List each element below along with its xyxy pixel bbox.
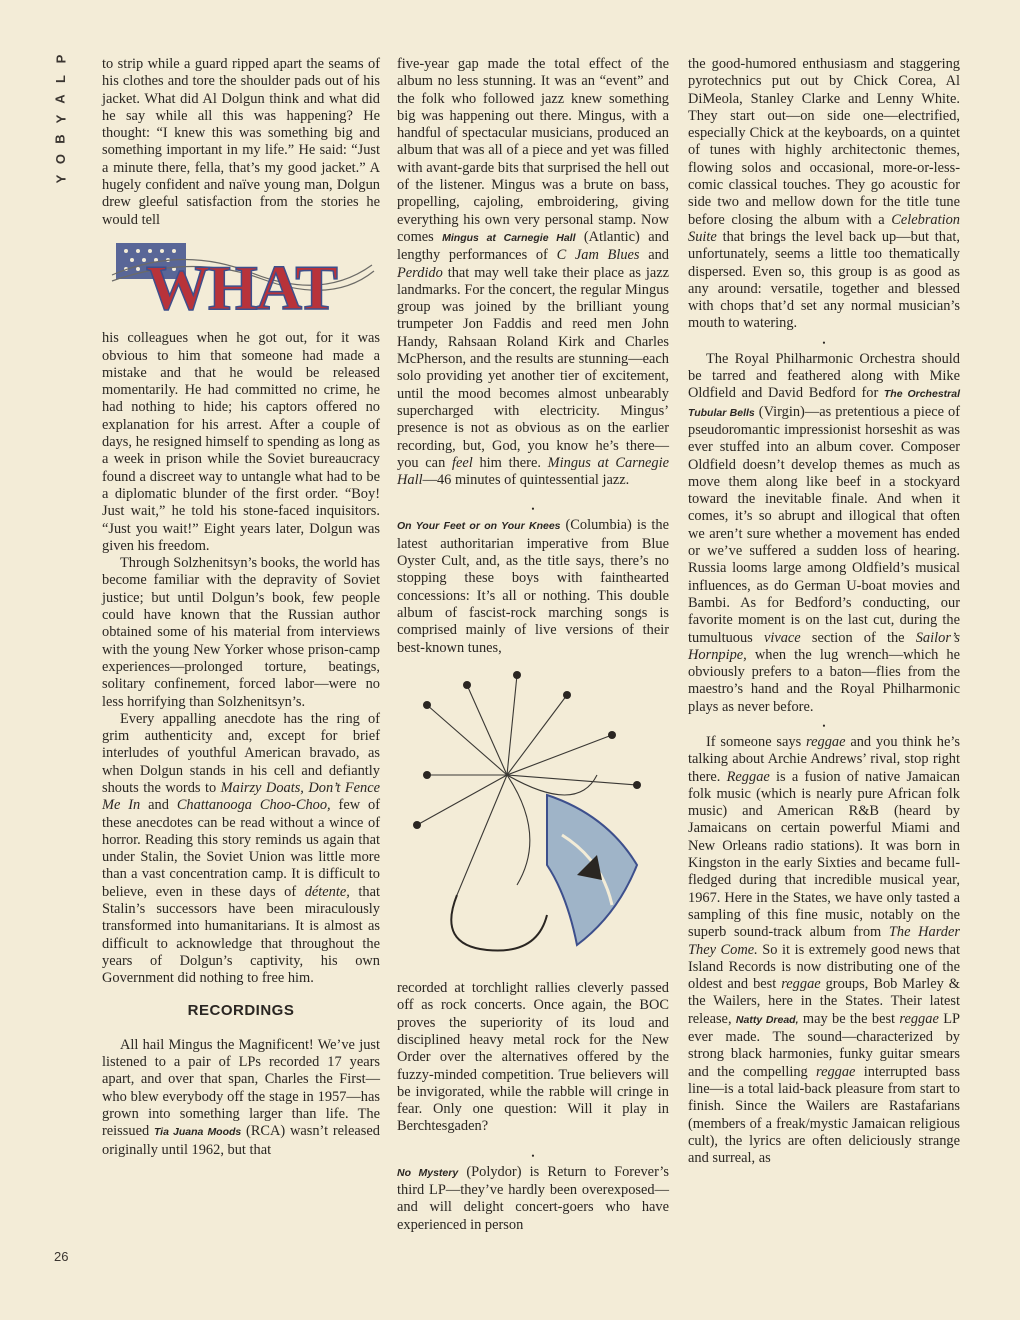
column-2 xyxy=(397,56,669,1234)
paragraph: The Royal Philharmonic Orchestra should be tarred and feathered along with Mike Oldfield and David Bedford for The Orchestral Tubular Bells (Virgin)—as pretentious a piece of pseudoromantic impressionist horseshit as was ever stuffed into an album cover. Composer Oldfield doesn’t develop themes as much as move them along like beef in a stockyard toward the inevitable finale. And when it comes, it’s so abrupt and illogical that often we aren’t sure whether a movement has ended or we’ve suffered a sudden loss of hearing. Russia looms large among Oldfield’s musical influences, as do German U-boat movies and Bambi. As for Bedford’s conducting, our favorite moment is on the last cut, during the tumultuous vivace section of the Sailor’s Hornpipe, when the lug wrench—which he obviously prefers to a baton—flies from the maestro’s hand and the Royal Philharmonic plays as never before. xyxy=(688,350,960,715)
column-1 xyxy=(102,56,380,1159)
page-number: 26 xyxy=(54,1249,69,1264)
paragraph: recorded at torchlight rallies cleverly passed off as rock concerts. Once again, the BOC proves the superiority of its loud and disciplined heavy metal rock for the New Order over the alternatives offered by the fuzzy-minded competition. True believers will be invigorated, while the rabble will cringe in fear. Only one question: Will it play in Berchtesgaden? xyxy=(397,980,669,1135)
mag-letter: Y xyxy=(52,114,68,124)
mag-letter: A xyxy=(52,94,68,104)
paragraph: five-year gap made the total effect of the album no less stunning. It was an “event” and the folk who followed jazz knew something big was happening out there. Mingus, with a handful of spectacular musicians, produced an album that was all of a piece and yet was filled with avant-garde bits that surprised the hell out of the listener. Mingus was a brute on bass, propelling, cajoling, embroidering, giving everything his own very personal stamp. Now comes Mingus at Carnegie Hall (Atlantic) and lengthy performances of C Jam Blues and Perdido that may well take their place as jazz landmarks. For the concert, the regular Mingus group was joined by the brilliant young trumpeter Jon Faddis and reed men John Handy, Rahsaan Roland Kirk and Charles McPherson, and the results are stunning—each solo providing yet another tier of excitement, until the mood becomes almost unbearably supercharged with electricity. Mingus’ presence is not as obvious as on the earlier recording, but, God, you know he’s there—you can feel him there. Mingus at Carnegie Hall—46 minutes of quintessential jazz. xyxy=(397,56,669,489)
cult-illustration xyxy=(397,665,669,965)
paragraph: No Mystery (Polydor) is Return to Forever’s third LP—they’ve hardly been overexposed—and will delight concert-goers who have experienced in person xyxy=(397,1163,669,1233)
section-bullet: • xyxy=(531,1150,535,1161)
what-lettering: WHAT xyxy=(146,251,336,319)
section-bullet: • xyxy=(822,720,826,731)
mag-letter: O xyxy=(53,153,68,165)
paragraph: Through Solzhenitsyn’s books, the world has become familiar with the depravity of Soviet justice; but until Dolgun’s book, few people could have known that the Russian author obtained some of his material from interviews with the young New Yorker whose prison-camp experiences—prolonged torture, beatings, solitary confinement, forced labor—were no less horrifying than Solzhenitsyn’s. xyxy=(102,555,380,710)
magazine-name-vertical xyxy=(50,52,72,186)
paragraph: to strip while a guard ripped apart the seams of his clothes and tore the shoulder pads out of his jacket. What did Al Dolgun think and what did he say while all this was happening? He thought: “I knew this was something big and something important in my life.” He said: “Just a minute there, fella, that’s my good jacket.” A hugely confident and naïve young man, Dolgun drew gleeful satisfaction from the stories he would tell xyxy=(102,56,380,228)
mag-letter: P xyxy=(52,54,68,64)
paragraph: All hail Mingus the Magnificent! We’ve just listened to a pair of LPs recorded 17 years apart, and over that span, Charles the First—who blew everybody off the stage in 1957—has grown into something larger than life. The reissued Tia Juana Moods (RCA) wasn’t released originally until 1962, but that xyxy=(102,1036,380,1158)
column-3 xyxy=(688,56,960,1167)
mag-letter: Y xyxy=(52,174,68,184)
mag-letter: L xyxy=(52,75,68,83)
paragraph: If someone says reggae and you think he’s talking about Archie Andrews’ rival, stop right there. Reggae is a fusion of native Jamaican folk music (which is nearly pure African folk music) and American R&B (heard by Jamaicans on certain powerful Miami and New Orleans radio stations). It was born in Kingston in the early Sixties and became full-fledged during that incredible musical year, 1967. Here in the States, we have only tasted a sampling of this fine music, notably on the superb sound-track album from The Harder They Come. So it is extremely good news that Island Records is now distributing one of the oldest and best reggae groups, Bob Marley & the Wailers, here in the States. Their latest release, Natty Dread, may be the best reggae LP ever made. The sound—characterized by strong black harmonies, funky guitar smears and the compelling reggae interrupted bass line—is a total laid-back pleasure from start to finish. Since the Wailers are Rastafarians (members of a freak/mystic Jamaican religious cult), the lyrics are often deliciously strange and surreal, as xyxy=(688,733,960,1167)
paragraph: his colleagues when he got out, for it was obvious to him that someone had made a mistake and that he would be released momentarily. He had committed no crime, he had nothing to hide; his captors offered no explanation for his arrest. After a couple of days, he resigned himself to spending as long as a week in prison while the Soviet bureaucracy found a discreet way to untangle what had to be a diplomatic blunder of the first order. “Boy! Just wait,” he told his stone-faced inquisitors. “Just you wait!” Eight years later, Dolgun was given his freedom. xyxy=(102,330,380,554)
paragraph: the good-humored enthusiasm and staggering pyrotechnics put out by Chick Corea, Al DiMeola, Stanley Clarke and Lenny White. They start out—on side one—electrified, especially Chick at the keyboards, on a quintet of tunes with highly architectonic themes, flowing solos and occasional, more-or-less-comic classical touches. They go acoustic for side two and mellow down for the title tune before closing the album with a Celebration Suite that brings the level back up—but that, unfortunately, seems a little too thematically dispersed. Even so, this group is as good as any around: versatile, together and blessed with chops that’d set any normal musician’s mouth to watering. xyxy=(688,56,960,332)
section-bullet: • xyxy=(822,337,826,348)
recordings-heading: RECORDINGS xyxy=(187,1001,295,1019)
paragraph: Every appalling anecdote has the ring of grim authenticity and, except for brief interludes of youthful American bravado, as when Dolgun stands in his cell and defiantly shouts the words to Mairzy Doats, Don’t Fence Me In and Chattanooga Choo-Choo, few of these anecdotes can be read without a wince of horror. Reading this story reminds us again that under Stalin, the Soviet Union was little more than a vast concentration camp. It is difficult to believe, even in these days of détente, that Stalin’s successors have been miraculously transformed into humanitarians. It is almost as difficult to acknowledge that throughout the years of Dolgun’s captivity, his own Government did nothing to free him. xyxy=(102,710,380,987)
what-illustration xyxy=(102,235,380,319)
paragraph: On Your Feet or on Your Knees (Columbia) is the latest authoritarian imperative from Blue Oyster Cult, and, as the title says, there’s no stopping these boys with fainthearted concessions: It’s all or nothing. This double album of fascist-rock marching songs is comprised mainly of live versions of their best-known tunes, xyxy=(397,517,669,656)
mag-letter: B xyxy=(52,134,68,144)
section-bullet: • xyxy=(531,504,535,515)
